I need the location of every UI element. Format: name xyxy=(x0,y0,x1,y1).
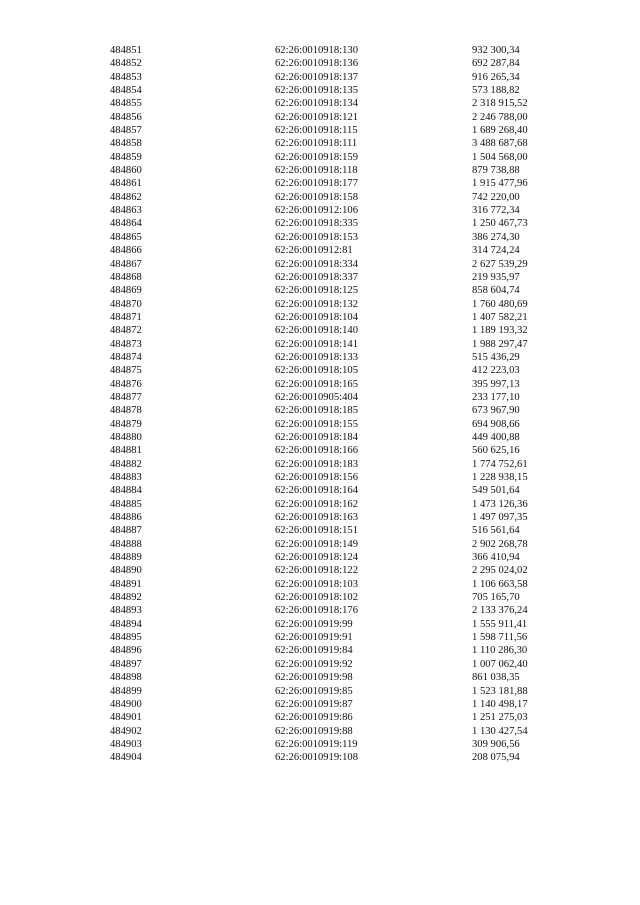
cadastral-number: 62:26:0010918:104 xyxy=(275,311,358,323)
value-amount: 2 246 788,00 xyxy=(472,111,528,123)
value-amount: 208 075,94 xyxy=(472,752,520,764)
value-amount: 309 906,56 xyxy=(472,738,520,750)
row-number: 484852 xyxy=(110,58,142,70)
cadastral-number: 62:26:0010918:125 xyxy=(275,285,358,297)
data-table xyxy=(0,44,640,765)
cadastral-number: 62:26:0010918:141 xyxy=(275,338,358,350)
value-amount: 1 598 711,56 xyxy=(472,632,528,644)
value-amount: 1 915 477,96 xyxy=(472,178,528,190)
cadastral-number: 62:26:0010918:164 xyxy=(275,485,358,497)
cadastral-number: 62:26:0010918:165 xyxy=(275,378,358,390)
row-number: 484864 xyxy=(110,218,142,230)
value-amount: 516 561,64 xyxy=(472,525,520,537)
cadastral-number: 62:26:0010918:137 xyxy=(275,71,358,83)
row-number: 484872 xyxy=(110,325,142,337)
row-number: 484876 xyxy=(110,378,142,390)
cadastral-number: 62:26:0010918:130 xyxy=(275,45,358,56)
cadastral-number: 62:26:0010918:118 xyxy=(275,165,358,177)
table-row xyxy=(0,444,640,457)
table-row xyxy=(0,564,640,577)
table-row xyxy=(0,298,640,311)
table-row xyxy=(0,725,640,738)
value-amount: 2 295 024,02 xyxy=(472,565,528,577)
cadastral-number: 62:26:0010918:103 xyxy=(275,578,358,590)
table-row xyxy=(0,484,640,497)
row-number: 484896 xyxy=(110,645,142,657)
value-amount: 233 177,10 xyxy=(472,391,520,403)
table-row xyxy=(0,364,640,377)
table-row xyxy=(0,591,640,604)
row-number: 484878 xyxy=(110,405,142,417)
row-number: 484888 xyxy=(110,538,142,550)
row-number: 484898 xyxy=(110,672,142,684)
value-amount: 2 627 539,29 xyxy=(472,258,528,270)
value-amount: 1 504 568,00 xyxy=(472,151,528,163)
row-number: 484886 xyxy=(110,512,142,524)
table-row xyxy=(0,124,640,137)
cadastral-number: 62:26:0010918:102 xyxy=(275,592,358,604)
value-amount: 692 287,84 xyxy=(472,58,520,70)
row-number: 484892 xyxy=(110,592,142,604)
table-row xyxy=(0,324,640,337)
row-number: 484882 xyxy=(110,458,142,470)
value-amount: 1 774 752,61 xyxy=(472,458,528,470)
cadastral-number: 62:26:0010918:122 xyxy=(275,565,358,577)
cadastral-number: 62:26:0010919:84 xyxy=(275,645,353,657)
row-number: 484903 xyxy=(110,738,142,750)
row-number: 484885 xyxy=(110,498,142,510)
cadastral-number: 62:26:0010918:176 xyxy=(275,605,358,617)
row-number: 484881 xyxy=(110,445,142,457)
value-amount: 1 689 268,40 xyxy=(472,125,528,137)
table-row xyxy=(0,71,640,84)
row-number: 484866 xyxy=(110,245,142,257)
table-row xyxy=(0,351,640,364)
value-amount: 1 251 275,03 xyxy=(472,712,528,724)
cadastral-number: 62:26:0010919:87 xyxy=(275,698,353,710)
row-number: 484868 xyxy=(110,271,142,283)
cadastral-number: 62:26:0010918:151 xyxy=(275,525,358,537)
value-amount: 1 189 193,32 xyxy=(472,325,528,337)
value-amount: 2 902 268,78 xyxy=(472,538,528,550)
row-number: 484863 xyxy=(110,205,142,217)
table-row xyxy=(0,151,640,164)
value-amount: 879 738,88 xyxy=(472,165,520,177)
value-amount: 861 038,35 xyxy=(472,672,520,684)
value-amount: 515 436,29 xyxy=(472,351,520,363)
table-row xyxy=(0,685,640,698)
cadastral-number: 62:26:0010918:111 xyxy=(275,138,358,150)
value-amount: 1 988 297,47 xyxy=(472,338,528,350)
value-amount: 560 625,16 xyxy=(472,445,520,457)
table-row xyxy=(0,618,640,631)
table-row xyxy=(0,498,640,511)
row-number: 484895 xyxy=(110,632,142,644)
row-number: 484854 xyxy=(110,85,142,97)
table-row xyxy=(0,671,640,684)
table-row xyxy=(0,551,640,564)
cadastral-number: 62:26:0010918:163 xyxy=(275,512,358,524)
value-amount: 449 400,88 xyxy=(472,431,520,443)
value-amount: 916 265,34 xyxy=(472,71,520,83)
table-row xyxy=(0,231,640,244)
row-number: 484901 xyxy=(110,712,142,724)
table-row xyxy=(0,284,640,297)
cadastral-number: 62:26:0010918:133 xyxy=(275,351,358,363)
row-number: 484875 xyxy=(110,365,142,377)
value-amount: 314 724,24 xyxy=(472,245,520,257)
table-row xyxy=(0,338,640,351)
table-row xyxy=(0,84,640,97)
table-row xyxy=(0,418,640,431)
value-amount: 858 604,74 xyxy=(472,285,520,297)
cadastral-number: 62:26:0010918:334 xyxy=(275,258,358,270)
cadastral-number: 62:26:0010918:162 xyxy=(275,498,358,510)
table-row xyxy=(0,644,640,657)
row-number: 484889 xyxy=(110,552,142,564)
table-row xyxy=(0,711,640,724)
value-amount: 395 997,13 xyxy=(472,378,520,390)
table-row xyxy=(0,191,640,204)
value-amount: 2 318 915,52 xyxy=(472,98,528,110)
row-number: 484902 xyxy=(110,725,142,737)
value-amount: 2 133 376,24 xyxy=(472,605,528,617)
table-row xyxy=(0,738,640,751)
table-row xyxy=(0,57,640,70)
table-row xyxy=(0,378,640,391)
cadastral-number: 62:26:0010919:88 xyxy=(275,725,353,737)
table-row xyxy=(0,431,640,444)
row-number: 484893 xyxy=(110,605,142,617)
cadastral-number: 62:26:0010919:99 xyxy=(275,618,353,630)
cadastral-number: 62:26:0010919:98 xyxy=(275,672,353,684)
value-amount: 1 110 286,30 xyxy=(472,645,528,657)
value-amount: 549 501,64 xyxy=(472,485,520,497)
row-number: 484877 xyxy=(110,391,142,403)
cadastral-number: 62:26:0010918:132 xyxy=(275,298,358,310)
cadastral-number: 62:26:0010918:105 xyxy=(275,365,358,377)
row-number: 484860 xyxy=(110,165,142,177)
row-number: 484871 xyxy=(110,311,142,323)
row-number: 484853 xyxy=(110,71,142,83)
table-row xyxy=(0,578,640,591)
cadastral-number: 62:26:0010918:337 xyxy=(275,271,358,283)
row-number: 484879 xyxy=(110,418,142,430)
row-number: 484867 xyxy=(110,258,142,270)
value-amount: 412 223,03 xyxy=(472,365,520,377)
value-amount: 1 407 582,21 xyxy=(472,311,528,323)
row-number: 484862 xyxy=(110,191,142,203)
row-number: 484904 xyxy=(110,752,142,764)
cadastral-number: 62:26:0010912:106 xyxy=(275,205,358,217)
cadastral-number: 62:26:0010918:155 xyxy=(275,418,358,430)
cadastral-number: 62:26:0010919:85 xyxy=(275,685,353,697)
cadastral-number: 62:26:0010918:183 xyxy=(275,458,358,470)
cadastral-number: 62:26:0010918:335 xyxy=(275,218,358,230)
value-amount: 386 274,30 xyxy=(472,231,520,243)
row-number: 484883 xyxy=(110,472,142,483)
table-row xyxy=(0,538,640,551)
value-amount: 742 220,00 xyxy=(472,191,520,203)
value-amount: 932 300,34 xyxy=(472,45,520,56)
row-number: 484851 xyxy=(110,45,142,56)
row-number: 484857 xyxy=(110,125,142,137)
value-amount: 1 250 467,73 xyxy=(472,218,528,230)
row-number: 484858 xyxy=(110,138,142,150)
value-amount: 1 497 097,35 xyxy=(472,512,528,524)
row-number: 484865 xyxy=(110,231,142,243)
table-row xyxy=(0,658,640,671)
cadastral-number: 62:26:0010918:140 xyxy=(275,325,358,337)
table-row xyxy=(0,137,640,150)
row-number: 484859 xyxy=(110,151,142,163)
value-amount: 694 908,66 xyxy=(472,418,520,430)
table-row xyxy=(0,217,640,230)
table-row xyxy=(0,511,640,524)
value-amount: 1 140 498,17 xyxy=(472,698,528,710)
table-row xyxy=(0,458,640,471)
table-row xyxy=(0,271,640,284)
row-number: 484899 xyxy=(110,685,142,697)
cadastral-number: 62:26:0010918:156 xyxy=(275,472,358,483)
row-number: 484855 xyxy=(110,98,142,110)
cadastral-number: 62:26:0010919:86 xyxy=(275,712,353,724)
value-amount: 1 130 427,54 xyxy=(472,725,528,737)
value-amount: 3 488 687,68 xyxy=(472,138,528,150)
cadastral-number: 62:26:0010918:177 xyxy=(275,178,358,190)
row-number: 484856 xyxy=(110,111,142,123)
cadastral-number: 62:26:0010918:166 xyxy=(275,445,358,457)
cadastral-number: 62:26:0010918:115 xyxy=(275,125,358,137)
value-amount: 705 165,70 xyxy=(472,592,520,604)
cadastral-number: 62:26:0010918:124 xyxy=(275,552,358,564)
value-amount: 673 967,90 xyxy=(472,405,520,417)
table-row xyxy=(0,97,640,110)
table-row xyxy=(0,631,640,644)
cadastral-number: 62:26:0010918:149 xyxy=(275,538,358,550)
value-amount: 1 106 663,58 xyxy=(472,578,528,590)
value-amount: 219 935,97 xyxy=(472,271,520,283)
table-row xyxy=(0,604,640,617)
row-number: 484890 xyxy=(110,565,142,577)
value-amount: 1 228 938,15 xyxy=(472,472,528,483)
table-row xyxy=(0,524,640,537)
cadastral-number: 62:26:0010918:184 xyxy=(275,431,358,443)
row-number: 484891 xyxy=(110,578,142,590)
value-amount: 1 007 062,40 xyxy=(472,658,528,670)
row-number: 484870 xyxy=(110,298,142,310)
value-amount: 1 523 181,88 xyxy=(472,685,528,697)
table-row xyxy=(0,244,640,257)
cadastral-number: 62:26:0010905:404 xyxy=(275,391,358,403)
value-amount: 573 188,82 xyxy=(472,85,520,97)
cadastral-number: 62:26:0010918:136 xyxy=(275,58,358,70)
value-amount: 316 772,34 xyxy=(472,205,520,217)
row-number: 484869 xyxy=(110,285,142,297)
row-number: 484880 xyxy=(110,431,142,443)
table-row xyxy=(0,391,640,404)
table-row xyxy=(0,177,640,190)
cadastral-number: 62:26:0010918:153 xyxy=(275,231,358,243)
cadastral-number: 62:26:0010918:158 xyxy=(275,191,358,203)
cadastral-number: 62:26:0010918:134 xyxy=(275,98,358,110)
table-row xyxy=(0,164,640,177)
table-row xyxy=(0,311,640,324)
cadastral-number: 62:26:0010918:135 xyxy=(275,85,358,97)
cadastral-number: 62:26:0010919:92 xyxy=(275,658,353,670)
value-amount: 366 410,94 xyxy=(472,552,520,564)
table-row xyxy=(0,404,640,417)
row-number: 484897 xyxy=(110,658,142,670)
cadastral-number: 62:26:0010919:108 xyxy=(275,752,358,764)
cadastral-number: 62:26:0010918:185 xyxy=(275,405,358,417)
cadastral-number: 62:26:0010912:81 xyxy=(275,245,353,257)
cadastral-number: 62:26:0010919:91 xyxy=(275,632,353,644)
table-row xyxy=(0,698,640,711)
table-row xyxy=(0,204,640,217)
table-row xyxy=(0,751,640,764)
row-number: 484900 xyxy=(110,698,142,710)
value-amount: 1 473 126,36 xyxy=(472,498,528,510)
row-number: 484884 xyxy=(110,485,142,497)
row-number: 484894 xyxy=(110,618,142,630)
value-amount: 1 555 911,41 xyxy=(472,618,528,630)
value-amount: 1 760 480,69 xyxy=(472,298,528,310)
row-number: 484873 xyxy=(110,338,142,350)
row-number: 484861 xyxy=(110,178,142,190)
row-number: 484887 xyxy=(110,525,142,537)
table-row xyxy=(0,471,640,484)
cadastral-number: 62:26:0010918:159 xyxy=(275,151,358,163)
table-row xyxy=(0,44,640,57)
cadastral-number: 62:26:0010919:119 xyxy=(275,738,358,750)
cadastral-number: 62:26:0010918:121 xyxy=(275,111,358,123)
row-number: 484874 xyxy=(110,351,142,363)
table-row xyxy=(0,111,640,124)
table-row xyxy=(0,258,640,271)
